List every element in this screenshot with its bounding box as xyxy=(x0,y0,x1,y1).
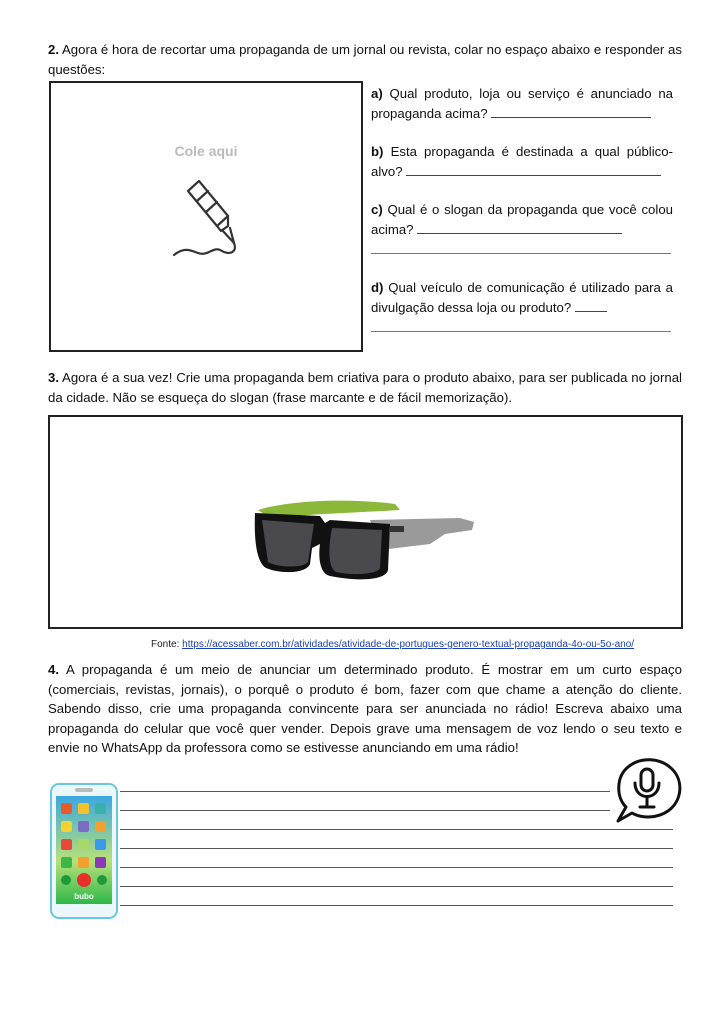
subquestion-a-letter: a) xyxy=(371,86,383,101)
answer-line[interactable] xyxy=(120,905,673,906)
question-4-number: 4. xyxy=(48,662,59,677)
question-4-text: A propaganda é um meio de anunciar um determinado produto. É mostrar em um curto espaço (comerciais, revistas, jornais), o porquê o produto é bom, fazer com que chame a atenção do cliente. Sabendo disso, crie uma propaganda convincente para ser anunciada no rádio! Escreva abaixo uma propaganda do celular que você quer vender. Depois grave uma mensagem de voz lendo o seu texto e envie no WhatsApp da professora como se estivesse anunciando em uma rádio! xyxy=(48,662,682,755)
source-label: Fonte: xyxy=(151,639,183,650)
answer-blank-c-line2[interactable] xyxy=(371,239,671,254)
subquestion-c xyxy=(371,200,673,254)
answer-line[interactable] xyxy=(120,810,610,811)
phone-brand-label: bubo xyxy=(74,892,94,901)
subquestion-c-letter: c) xyxy=(371,202,383,217)
sunglasses-image xyxy=(250,488,480,588)
question-3-text: Agora é a sua vez! Crie uma propaganda bem criativa para o produto abaixo, para ser publicada no jornal da cidade. Não se esqueça do slogan (frase marcante e de fácil memorização). xyxy=(48,370,682,405)
answer-line[interactable] xyxy=(120,791,610,792)
subquestion-c-text: Qual é o slogan da propaganda que você colou acima? xyxy=(371,202,673,237)
source-citation xyxy=(151,639,634,650)
microphone-speech-bubble-icon xyxy=(612,755,684,825)
toy-phone-image xyxy=(50,783,118,919)
answer-blank-a[interactable] xyxy=(491,105,651,118)
source-link[interactable]: https://acessaber.com.br/atividades/atividade-de-portugues-genero-textual-propaganda-4o-ou-5o-ano/ xyxy=(182,639,635,650)
subquestion-b-text: Esta propaganda é destinada a qual público-alvo? xyxy=(371,144,673,179)
question-2-prompt xyxy=(48,40,682,79)
subquestion-b xyxy=(371,142,673,181)
subquestion-b-letter: b) xyxy=(371,144,384,159)
answer-line[interactable] xyxy=(120,829,673,830)
subquestion-d-text: Qual veículo de comunicação é utilizado para a divulgação dessa loja ou produto? xyxy=(371,280,673,315)
question-2-text: Agora é hora de recortar uma propaganda de um jornal ou revista, colar no espaço abaixo e responder as questões: xyxy=(48,42,682,77)
paste-area xyxy=(49,81,363,352)
question-2-number: 2. xyxy=(48,42,59,57)
question-3-prompt xyxy=(48,368,682,407)
answer-line[interactable] xyxy=(120,848,673,849)
subquestion-d xyxy=(371,278,673,332)
paste-area-label: Cole aqui xyxy=(174,143,238,159)
question-4-prompt xyxy=(48,660,682,758)
answer-blank-b[interactable] xyxy=(406,163,661,176)
subquestion-a-text: Qual produto, loja ou serviço é anunciado na propaganda acima? xyxy=(371,86,673,121)
answer-line[interactable] xyxy=(120,867,673,868)
subquestion-d-letter: d) xyxy=(371,280,384,295)
answer-blank-c[interactable] xyxy=(417,221,622,234)
subquestion-a xyxy=(371,84,673,123)
answer-blank-d[interactable] xyxy=(575,299,607,312)
answer-blank-d-line2[interactable] xyxy=(371,317,671,332)
answer-line[interactable] xyxy=(120,886,673,887)
question-3-number: 3. xyxy=(48,370,59,385)
glue-bottle-icon xyxy=(166,173,246,263)
